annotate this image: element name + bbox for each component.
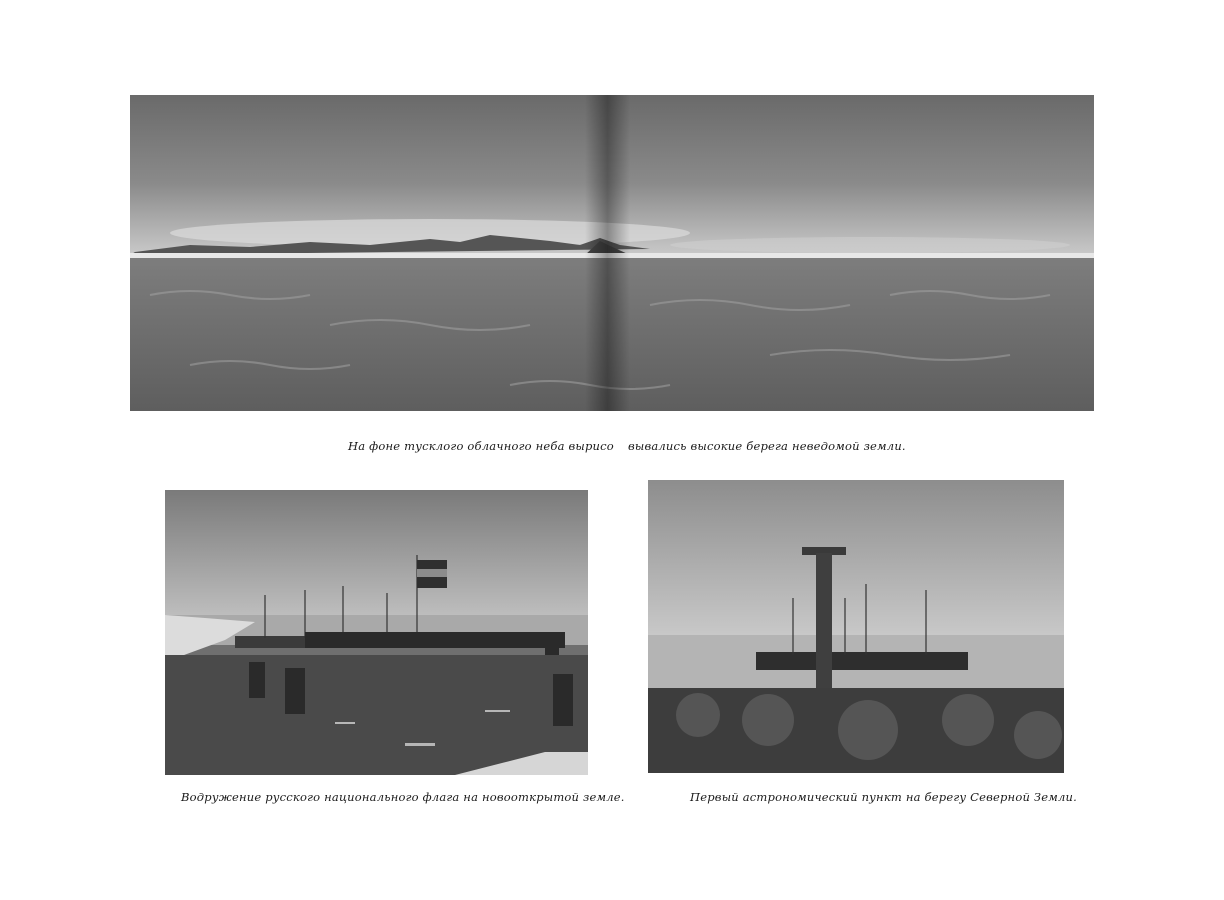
panorama-caption-right: вывались высокие берега неведомой земли.: [628, 439, 906, 453]
flag-raising-image: [165, 490, 588, 775]
panorama-photo: [130, 95, 1094, 411]
astronomical-point-image: [648, 480, 1064, 773]
panorama-caption-left: На фоне тусклого облачного неба вырисо: [348, 439, 614, 453]
flag-raising-caption: Водружение русского национального флага на новооткрытой земле.: [181, 790, 625, 804]
astronomical-point-photo: [648, 480, 1064, 773]
panorama-image: [130, 95, 1094, 411]
astronomical-point-caption: Первый астрономический пункт на берегу Северной Земли.: [690, 790, 1077, 804]
flag-raising-photo: [165, 490, 588, 775]
